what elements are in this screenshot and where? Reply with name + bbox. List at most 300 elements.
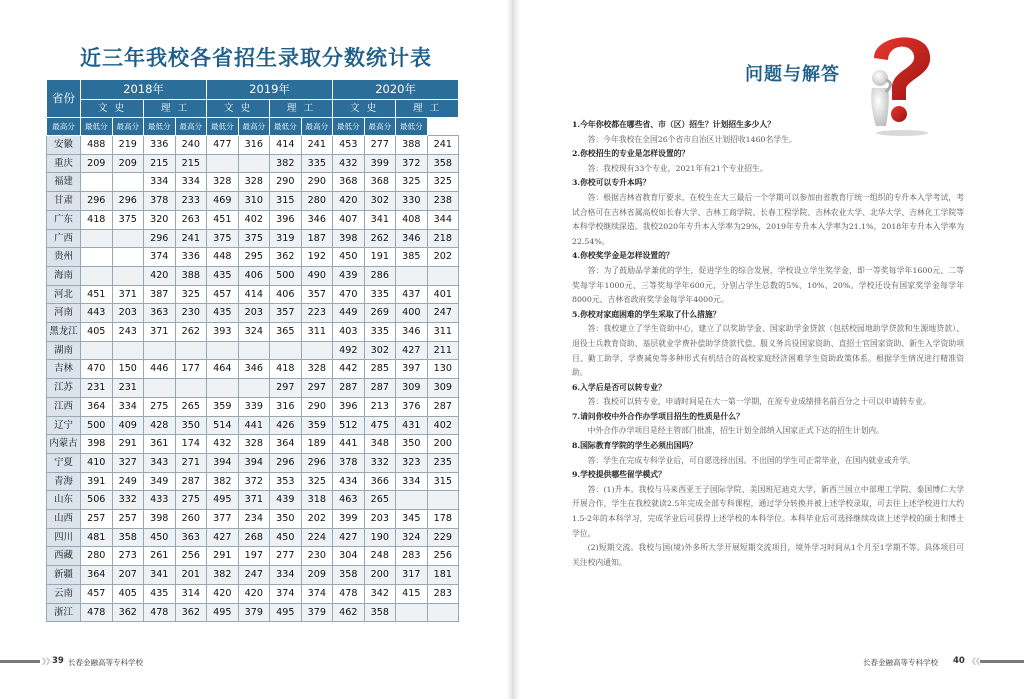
score-cell: 364 (270, 435, 302, 454)
score-cell: 240 (175, 136, 207, 155)
score-type-header: 最低分 (81, 118, 113, 136)
score-cell: 427 (333, 528, 365, 547)
score-cell: 506 (81, 491, 113, 510)
score-cell: 407 (333, 210, 365, 229)
province-cell: 新疆 (47, 566, 81, 585)
score-cell: 325 (175, 285, 207, 304)
score-cell: 414 (270, 136, 302, 155)
score-cell: 348 (364, 435, 396, 454)
score-cell: 296 (81, 192, 113, 211)
question: 6.入学后是否可以转专业？ (572, 382, 666, 392)
score-cell (238, 154, 270, 173)
table-row (47, 192, 459, 211)
province-cell: 贵州 (47, 248, 81, 267)
score-cell: 332 (364, 453, 396, 472)
score-cell: 177 (175, 360, 207, 379)
score-cell (301, 341, 333, 360)
score-cell (81, 173, 113, 192)
score-cell: 418 (81, 210, 113, 229)
subject-header: 文 史 (333, 100, 396, 118)
score-cell: 202 (301, 510, 333, 529)
score-cell: 427 (396, 341, 428, 360)
question: 3.你校可以专升本吗？ (572, 178, 651, 188)
province-cell: 海南 (47, 266, 81, 285)
score-cell: 453 (333, 136, 365, 155)
score-cell: 408 (396, 210, 428, 229)
score-cell: 327 (112, 453, 144, 472)
score-cell: 387 (144, 285, 176, 304)
score-cell: 304 (333, 547, 365, 566)
province-cell: 辽宁 (47, 416, 81, 435)
answer: 中外合作办学项目是经主管部门批准，招生计划全部纳入国家正式下达的招生计划内。 (587, 426, 884, 436)
year-header: 2020年 (333, 80, 459, 100)
score-cell: 410 (81, 453, 113, 472)
score-cell: 280 (81, 547, 113, 566)
score-cell: 257 (81, 510, 113, 529)
score-cell: 366 (364, 472, 396, 491)
score-cell: 342 (364, 584, 396, 603)
score-cell: 291 (207, 547, 239, 566)
score-cell: 420 (144, 266, 176, 285)
score-type-header: 最高分 (175, 118, 207, 136)
score-cell: 464 (207, 360, 239, 379)
score-cell: 396 (333, 397, 365, 416)
right-footer (560, 654, 1024, 670)
table-title: 近三年我校各省招生录取分数统计表 (80, 46, 432, 70)
score-cell: 415 (396, 584, 428, 603)
score-cell: 374 (144, 248, 176, 267)
table-row (47, 510, 459, 529)
score-cell: 262 (175, 323, 207, 342)
score-cell: 268 (238, 528, 270, 547)
score-cell (427, 266, 459, 285)
score-cell: 368 (333, 173, 365, 192)
score-cell: 441 (333, 435, 365, 454)
score-cell: 434 (333, 472, 365, 491)
question: 9.学校提供哪些留学模式？ (572, 470, 666, 480)
province-cell: 西藏 (47, 547, 81, 566)
score-cell: 500 (81, 416, 113, 435)
province-cell: 内蒙古 (47, 435, 81, 454)
score-cell: 275 (175, 491, 207, 510)
answer: 答：为了鼓励品学兼优的学生，促进学生的综合发展，学校设立学生奖学金，即一等奖每学年1600元、二等奖每学年1000元、三等奖每学年600元，分别占学生总数的5%、10%、20%。学校还设有国家奖学金每学年8000元、吉林省政府奖学金每学年4000元。 (572, 265, 964, 305)
score-cell: 310 (238, 192, 270, 211)
score-cell: 399 (364, 154, 396, 173)
score-cell: 275 (144, 397, 176, 416)
table-row (47, 397, 459, 416)
province-cell: 浙江 (47, 603, 81, 622)
score-cell: 231 (81, 379, 113, 398)
score-cell: 388 (396, 136, 428, 155)
province-cell: 江西 (47, 397, 81, 416)
score-cell: 271 (175, 453, 207, 472)
score-cell: 451 (207, 210, 239, 229)
score-cell (112, 266, 144, 285)
score-cell: 418 (270, 360, 302, 379)
score-cell: 247 (238, 566, 270, 585)
score-cell (175, 379, 207, 398)
score-cell: 409 (112, 416, 144, 435)
score-cell: 439 (333, 266, 365, 285)
score-cell: 318 (301, 491, 333, 510)
score-cell: 211 (427, 341, 459, 360)
table-row (47, 210, 459, 229)
score-cell: 315 (427, 472, 459, 491)
score-cell: 371 (112, 285, 144, 304)
score-cell: 296 (270, 453, 302, 472)
score-cell: 470 (333, 285, 365, 304)
score-cell: 283 (396, 547, 428, 566)
score-cell: 450 (270, 528, 302, 547)
score-cell: 359 (301, 416, 333, 435)
score-cell: 478 (81, 603, 113, 622)
score-cell: 231 (112, 379, 144, 398)
score-cell: 435 (207, 304, 239, 323)
score-cell: 478 (144, 603, 176, 622)
score-cell: 191 (364, 248, 396, 267)
score-cell: 488 (81, 136, 113, 155)
score-cell: 277 (270, 547, 302, 566)
score-cell: 349 (144, 472, 176, 491)
score-cell (396, 266, 428, 285)
question: 2.你校招生的专业是怎样设置的？ (572, 149, 690, 159)
score-cell: 314 (175, 584, 207, 603)
score-cell: 435 (207, 266, 239, 285)
footer-bar (0, 660, 40, 663)
answer: (2)短期交流。我校与国(境)外多所大学开展短期交流项目，境外学习时间从1个月至1学期不等。具体项目可关注校内通知。 (572, 543, 964, 567)
score-cell: 174 (175, 435, 207, 454)
score-cell: 344 (427, 210, 459, 229)
score-cell: 249 (112, 472, 144, 491)
answer: 答：我校现有33个专业，2021年有21个专业招生。 (587, 163, 768, 173)
score-cell: 235 (427, 453, 459, 472)
score-cell: 291 (112, 435, 144, 454)
score-cell (270, 341, 302, 360)
score-cell (427, 491, 459, 510)
score-type-header: 最高分 (301, 118, 333, 136)
score-cell: 302 (364, 341, 396, 360)
score-cell: 431 (396, 416, 428, 435)
score-type-header: 最低分 (270, 118, 302, 136)
answer: 答：我校可以转专业，申请时间是在大一第一学期，在原专业成绩排名前百分之十可以申请转专业。 (587, 397, 931, 407)
score-cell: 406 (270, 285, 302, 304)
score-cell (207, 341, 239, 360)
score-cell: 130 (427, 360, 459, 379)
score-cell: 315 (270, 192, 302, 211)
page-number: 39 (52, 656, 64, 666)
score-cell: 261 (144, 547, 176, 566)
year-header: 2018年 (81, 80, 207, 100)
table-row (47, 379, 459, 398)
score-cell: 311 (301, 323, 333, 342)
score-cell (81, 341, 113, 360)
score-cell: 181 (427, 566, 459, 585)
score-cell: 382 (207, 472, 239, 491)
score-cell: 247 (427, 304, 459, 323)
score-cell: 241 (301, 136, 333, 155)
footer-bar (980, 660, 1024, 663)
score-cell: 432 (207, 435, 239, 454)
school-name: 长春金融高等专科学校 (68, 658, 143, 667)
score-cell: 426 (270, 416, 302, 435)
score-cell: 402 (238, 210, 270, 229)
score-cell: 393 (207, 323, 239, 342)
score-cell: 368 (364, 173, 396, 192)
table-row (47, 248, 459, 267)
score-cell: 428 (144, 416, 176, 435)
score-cell: 364 (81, 566, 113, 585)
score-cell: 290 (301, 173, 333, 192)
score-cell: 287 (333, 379, 365, 398)
score-cell: 200 (427, 435, 459, 454)
score-cell: 361 (144, 435, 176, 454)
score-cell: 396 (270, 210, 302, 229)
score-cell: 213 (364, 397, 396, 416)
score-cell: 346 (238, 360, 270, 379)
score-cell: 215 (144, 154, 176, 173)
score-cell: 230 (175, 304, 207, 323)
table-row (47, 472, 459, 491)
score-cell: 287 (364, 379, 396, 398)
score-cell: 325 (427, 173, 459, 192)
score-cell: 414 (238, 285, 270, 304)
province-cell: 四川 (47, 528, 81, 547)
table-row (47, 416, 459, 435)
score-cell: 359 (207, 397, 239, 416)
score-cell: 324 (396, 528, 428, 547)
score-cell: 345 (396, 510, 428, 529)
province-cell: 云南 (47, 584, 81, 603)
score-cell: 451 (81, 285, 113, 304)
score-cell: 481 (81, 528, 113, 547)
score-cell: 350 (270, 510, 302, 529)
subject-header: 理 工 (396, 100, 459, 118)
score-cell: 375 (238, 229, 270, 248)
score-cell (81, 229, 113, 248)
score-cell: 477 (207, 136, 239, 155)
score-cell: 332 (112, 491, 144, 510)
score-cell: 336 (175, 248, 207, 267)
score-cell: 190 (364, 528, 396, 547)
score-cell: 350 (396, 435, 428, 454)
score-cell: 470 (81, 360, 113, 379)
score-cell: 365 (270, 323, 302, 342)
score-cell: 341 (364, 210, 396, 229)
score-cell: 399 (333, 510, 365, 529)
subject-header: 理 工 (270, 100, 333, 118)
answer: 答：今年我校在全国26个省市自治区计划招收1460名学生。 (587, 134, 797, 144)
score-cell: 398 (333, 229, 365, 248)
score-cell: 432 (333, 154, 365, 173)
score-cell: 265 (364, 491, 396, 510)
table-row (47, 229, 459, 248)
score-cell: 363 (144, 304, 176, 323)
score-cell: 319 (270, 229, 302, 248)
score-cell: 346 (301, 210, 333, 229)
score-cell: 203 (238, 304, 270, 323)
table-row (47, 528, 459, 547)
score-type-header: 最高分 (47, 118, 81, 136)
score-cell: 375 (112, 210, 144, 229)
score-cell: 449 (333, 304, 365, 323)
score-cell: 178 (427, 510, 459, 529)
table-body (47, 136, 459, 622)
score-cell: 402 (427, 416, 459, 435)
score-cell: 273 (112, 547, 144, 566)
score-cell: 374 (270, 584, 302, 603)
score-type-header: 最高分 (238, 118, 270, 136)
score-type-header: 最低分 (333, 118, 365, 136)
score-cell: 328 (301, 360, 333, 379)
score-cell: 233 (175, 192, 207, 211)
score-cell (81, 266, 113, 285)
score-cell: 297 (270, 379, 302, 398)
left-footer (0, 654, 470, 670)
score-cell (396, 491, 428, 510)
province-cell: 广西 (47, 229, 81, 248)
score-cell: 446 (144, 360, 176, 379)
score-cell: 334 (396, 472, 428, 491)
score-cell: 400 (396, 304, 428, 323)
question: 8.国际教育学院的学生必须出国吗？ (572, 441, 698, 451)
score-cell (144, 341, 176, 360)
score-cell: 209 (301, 566, 333, 585)
year-header: 2019年 (207, 80, 333, 100)
score-cell: 287 (427, 397, 459, 416)
admission-score-table (46, 79, 459, 622)
answer: 答：(1)升本。我校与马来西亚王子国际学院、美国班尼迪克大学，新西兰国立中部理工学院、泰国博仁大学开展合作，学生在我校就读2.5年完成全部专科课程，通过学分转换并被上述学校录取，可去往上述学校进行大约1.5-2年的本科学习，完成学业后可获得上述学校的本科学位。本科毕业后可选择继续攻读上述学校的硕士和博士学位。 (572, 484, 964, 538)
score-cell: 362 (270, 248, 302, 267)
province-cell: 广东 (47, 210, 81, 229)
score-cell: 336 (144, 136, 176, 155)
table-row (47, 323, 459, 342)
score-cell: 256 (427, 547, 459, 566)
score-cell: 334 (175, 173, 207, 192)
score-cell: 357 (270, 304, 302, 323)
score-type-header: 最高分 (364, 118, 396, 136)
score-cell: 328 (207, 173, 239, 192)
score-cell (112, 341, 144, 360)
score-cell: 358 (112, 528, 144, 547)
score-cell: 197 (238, 547, 270, 566)
score-cell: 469 (207, 192, 239, 211)
score-cell: 391 (81, 472, 113, 491)
province-cell: 宁夏 (47, 453, 81, 472)
score-cell (207, 379, 239, 398)
province-cell: 福建 (47, 173, 81, 192)
score-cell: 406 (238, 266, 270, 285)
table-row (47, 136, 459, 155)
score-cell: 324 (238, 323, 270, 342)
question: 7.请问你校中外合作办学项目招生的性质是什么？ (572, 411, 744, 421)
score-cell: 358 (427, 154, 459, 173)
score-cell: 478 (333, 584, 365, 603)
score-cell: 490 (301, 266, 333, 285)
score-cell: 500 (270, 266, 302, 285)
score-cell: 405 (112, 584, 144, 603)
answer: 答：根据吉林省教育厅要求，在校生在大三最后一个学期可以参加由省教育厅统一组织的专升本入学考试，考试合格可在吉林省属高校如长春大学、吉林工商学院、长春工程学院、吉林农业大学、北华大学、吉林化工学院等本科学校继续深造。我校2020年专升本入学率为29%，2019年专升本入学率为21.1%，2018年专升本入学率为22.54%。 (572, 192, 964, 246)
score-cell: 277 (364, 136, 396, 155)
score-cell: 229 (427, 528, 459, 547)
score-cell: 230 (301, 547, 333, 566)
score-cell: 492 (333, 341, 365, 360)
province-cell: 江苏 (47, 379, 81, 398)
score-cell: 372 (396, 154, 428, 173)
score-cell: 512 (333, 416, 365, 435)
table-row (47, 566, 459, 585)
score-cell: 372 (238, 472, 270, 491)
score-type-header: 最低分 (396, 118, 428, 136)
score-cell: 334 (144, 173, 176, 192)
score-cell: 450 (333, 248, 365, 267)
score-cell: 335 (364, 323, 396, 342)
score-cell (396, 603, 428, 622)
score-cell: 286 (364, 266, 396, 285)
score-cell: 320 (144, 210, 176, 229)
score-cell: 382 (207, 566, 239, 585)
score-cell: 234 (238, 510, 270, 529)
score-cell: 437 (396, 285, 428, 304)
score-cell: 462 (333, 603, 365, 622)
score-cell: 200 (364, 566, 396, 585)
footer-arrows: 《《 (968, 657, 980, 666)
score-cell: 397 (396, 360, 428, 379)
score-cell: 328 (238, 435, 270, 454)
score-cell: 439 (270, 491, 302, 510)
score-cell: 435 (144, 584, 176, 603)
score-cell: 202 (427, 248, 459, 267)
score-cell (112, 248, 144, 267)
table-row (47, 435, 459, 454)
score-cell: 209 (81, 154, 113, 173)
score-cell: 350 (175, 416, 207, 435)
score-cell: 353 (270, 472, 302, 491)
score-cell: 263 (175, 210, 207, 229)
score-cell: 339 (238, 397, 270, 416)
score-cell: 442 (333, 360, 365, 379)
table-row (47, 266, 459, 285)
score-cell: 323 (396, 453, 428, 472)
score-cell: 295 (238, 248, 270, 267)
score-cell: 382 (270, 154, 302, 173)
province-cell: 重庆 (47, 154, 81, 173)
score-cell: 290 (301, 397, 333, 416)
score-cell: 379 (238, 603, 270, 622)
score-cell: 346 (396, 323, 428, 342)
table-row (47, 304, 459, 323)
score-cell: 260 (175, 510, 207, 529)
score-cell: 420 (333, 192, 365, 211)
score-cell: 325 (396, 173, 428, 192)
province-cell: 甘肃 (47, 192, 81, 211)
subject-header: 文 史 (81, 100, 144, 118)
score-cell: 248 (364, 547, 396, 566)
score-cell: 241 (175, 229, 207, 248)
score-cell: 443 (81, 304, 113, 323)
score-cell: 224 (301, 528, 333, 547)
score-type-header: 最低分 (207, 118, 239, 136)
table-row (47, 154, 459, 173)
score-cell: 296 (144, 229, 176, 248)
score-cell: 209 (112, 154, 144, 173)
score-cell: 330 (396, 192, 428, 211)
score-cell: 420 (238, 584, 270, 603)
score-cell: 403 (333, 323, 365, 342)
score-cell: 375 (207, 229, 239, 248)
province-cell: 河南 (47, 304, 81, 323)
table-row (47, 603, 459, 622)
score-cell (144, 379, 176, 398)
